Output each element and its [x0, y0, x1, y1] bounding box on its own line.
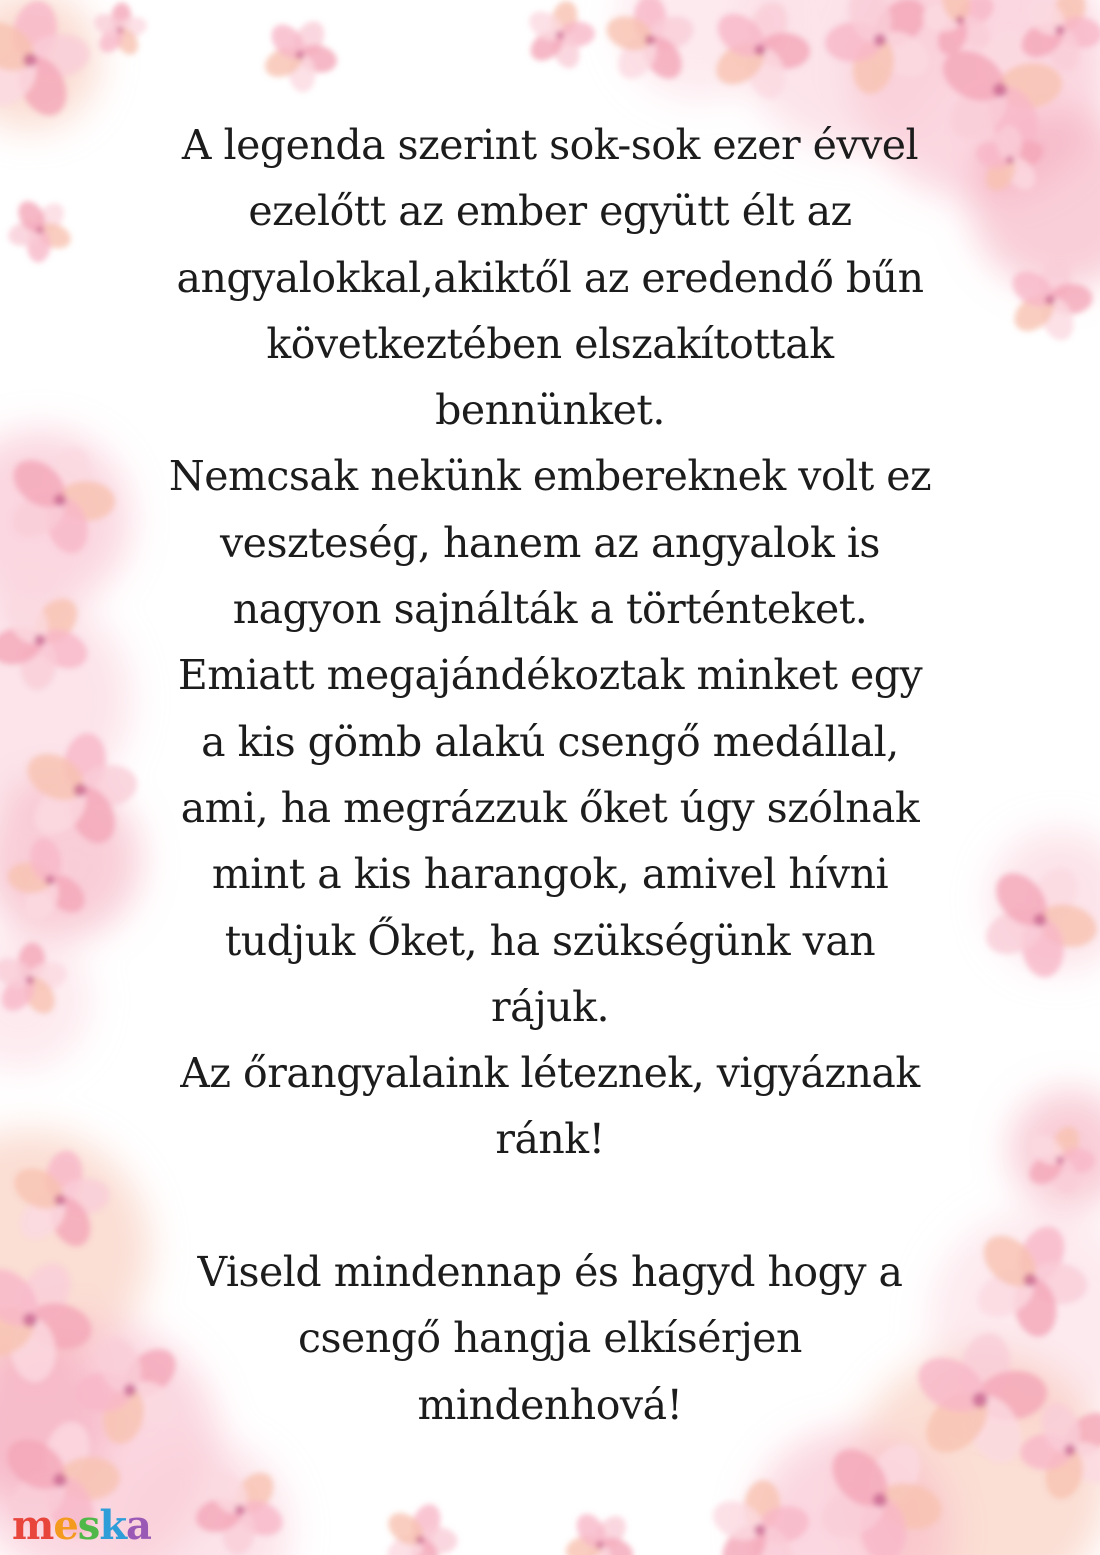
flower-icon: [246, 3, 353, 108]
poem-line: mindenhová!: [417, 1380, 683, 1429]
poem-line: a kis gömb alakú csengő medállal,: [201, 717, 899, 766]
poem-line: csengő hangja elkísérjen: [298, 1314, 802, 1363]
poem-line: Nemcsak nekünk embereknek volt ez: [168, 452, 932, 501]
poem-line: mint a kis harangok, amivel hívni: [211, 850, 889, 899]
poem-line: angyalokkal,akiktől az eredendő bűn: [176, 253, 924, 302]
poem-line: nagyon sajnálták a történteket.: [232, 585, 868, 634]
poem-line: ami, ha megrázzuk őket úgy szólnak: [180, 783, 920, 832]
poem-line: rájuk.: [490, 982, 610, 1031]
poem-line: ránk!: [495, 1115, 605, 1164]
flower-icon: [0, 183, 87, 278]
flower-icon: [549, 1494, 651, 1555]
poem-line: ezelőtt az ember együtt élt az: [248, 187, 852, 236]
flower-icon: [515, 0, 605, 79]
flower-icon: [369, 1491, 470, 1555]
poem-line: veszteség, hanem az angyalok is: [220, 518, 880, 567]
logo-letter: k: [99, 1502, 127, 1549]
poem-text: [110, 112, 990, 1438]
poem-line: bennünket.: [435, 386, 665, 435]
logo-letter: m: [12, 1502, 54, 1549]
logo-letter: a: [126, 1502, 151, 1549]
poem-line: Viseld mindennap és hagyd hogy a: [197, 1248, 903, 1297]
logo-letter: e: [53, 1502, 78, 1549]
poem-line: Az őrangyalaink léteznek, vigyáznak: [180, 1049, 920, 1098]
poem-line: következtében elszakítottak: [266, 319, 834, 368]
meska-logo: [12, 1502, 151, 1549]
poem-line: A legenda szerint sok-sok ezer évvel: [181, 121, 919, 169]
logo-letter: s: [77, 1502, 100, 1549]
poem-line: Emiatt megajándékoztak minket egy: [177, 651, 923, 700]
poem-blank-line: [110, 1173, 990, 1239]
poem-line: tudjuk Őket, ha szükségünk van: [224, 916, 876, 965]
